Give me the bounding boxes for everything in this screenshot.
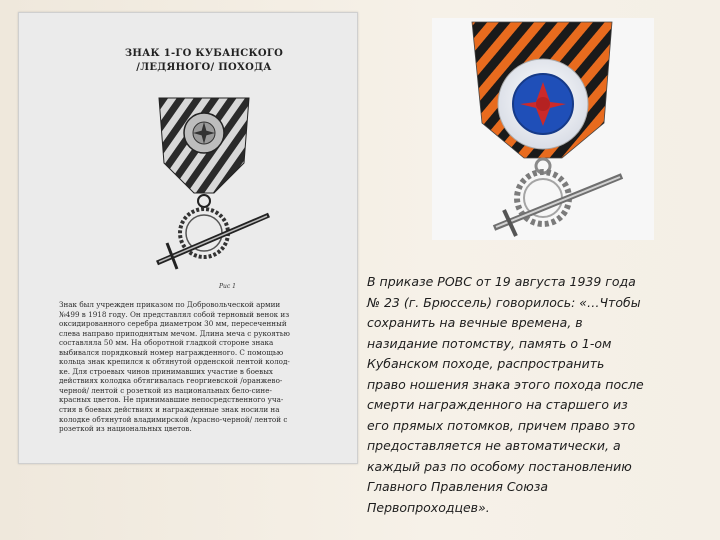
scan-body-text — [59, 300, 349, 434]
scan-title-line: ЗНАК 1-ГО КУБАНСКОГО — [124, 48, 284, 59]
quote-line: Кубанском походе, распространить — [367, 356, 605, 371]
quote-line: предоставляется не автоматически, а — [367, 438, 621, 453]
scan-title — [114, 47, 294, 75]
scan-body-line: Знак был учрежден приказом по Добровольческой армии — [59, 300, 281, 309]
scan-body-line: ке. Для строевых чинов принимавших участие в боевых — [59, 366, 273, 376]
scan-body-line: действиях колодка обтягивалась георгиевской /оранжево- — [59, 376, 283, 386]
quote-line: право ношения знака этого похода после — [367, 376, 644, 392]
medal-drawing-icon — [129, 93, 279, 278]
scan-body-line: колодке обтянутой владимирской /красно-черной/ лентой с — [59, 414, 288, 424]
quote-line: В приказе РОВС от 19 августа 1939 года — [367, 274, 636, 289]
quote-line: каждый раз по особому постановлению — [367, 458, 632, 474]
scan-body-line: розеткой из национальных цветов. — [59, 424, 192, 434]
quote-line: смерти награжденного на старшего из — [367, 397, 628, 412]
scan-title-line: /ЛЕДЯНОГО/ ПОХОДА — [136, 62, 272, 73]
scan-body-line: кольца знак крепился к обтянутой орденской лентой колод- — [59, 357, 290, 367]
quote-text — [367, 272, 712, 518]
quote-line: Первопроходцев». — [367, 499, 490, 515]
quote-line: назидание потомству, память о 1-ом — [367, 335, 612, 351]
quote-line: Главного Правления Союза — [367, 479, 549, 494]
medal-photo-icon — [432, 18, 654, 240]
medal-photo — [432, 18, 654, 240]
scan-body-line: оксидированного серебра диаметром 30 мм, пересеченный — [59, 319, 287, 329]
quote-line: сохранить на вечные времена, в — [367, 315, 583, 330]
scan-body-line: стия в боевых действиях и награжденные знак носили на — [59, 405, 280, 415]
figure-caption: Рис 1 — [219, 283, 236, 290]
scan-body-line: составляла 50 мм. На оборотной гладкой стороне знака — [59, 338, 274, 348]
scan-body-line: №499 в 1918 году. Он представлял собой терновый венок из — [59, 309, 290, 319]
scanned-page — [18, 12, 358, 464]
quote-line: его прямых потомков, причем право это — [367, 417, 636, 433]
scan-body-line: красных цветов. Не принимавшие непосредственного уча- — [59, 395, 284, 405]
quote-line: № 23 (г. Брюссель) говорилось: «…Чтобы — [367, 294, 641, 310]
scan-body-line: выбивался порядковый номер награжденного. С помощью — [59, 347, 284, 357]
scan-body-line: черной/ лентой с розеткой из национальных бело-сине- — [59, 385, 272, 395]
scan-body-line: слева направо приподнятым мечом. Длина меча с рукоятью — [59, 328, 290, 338]
